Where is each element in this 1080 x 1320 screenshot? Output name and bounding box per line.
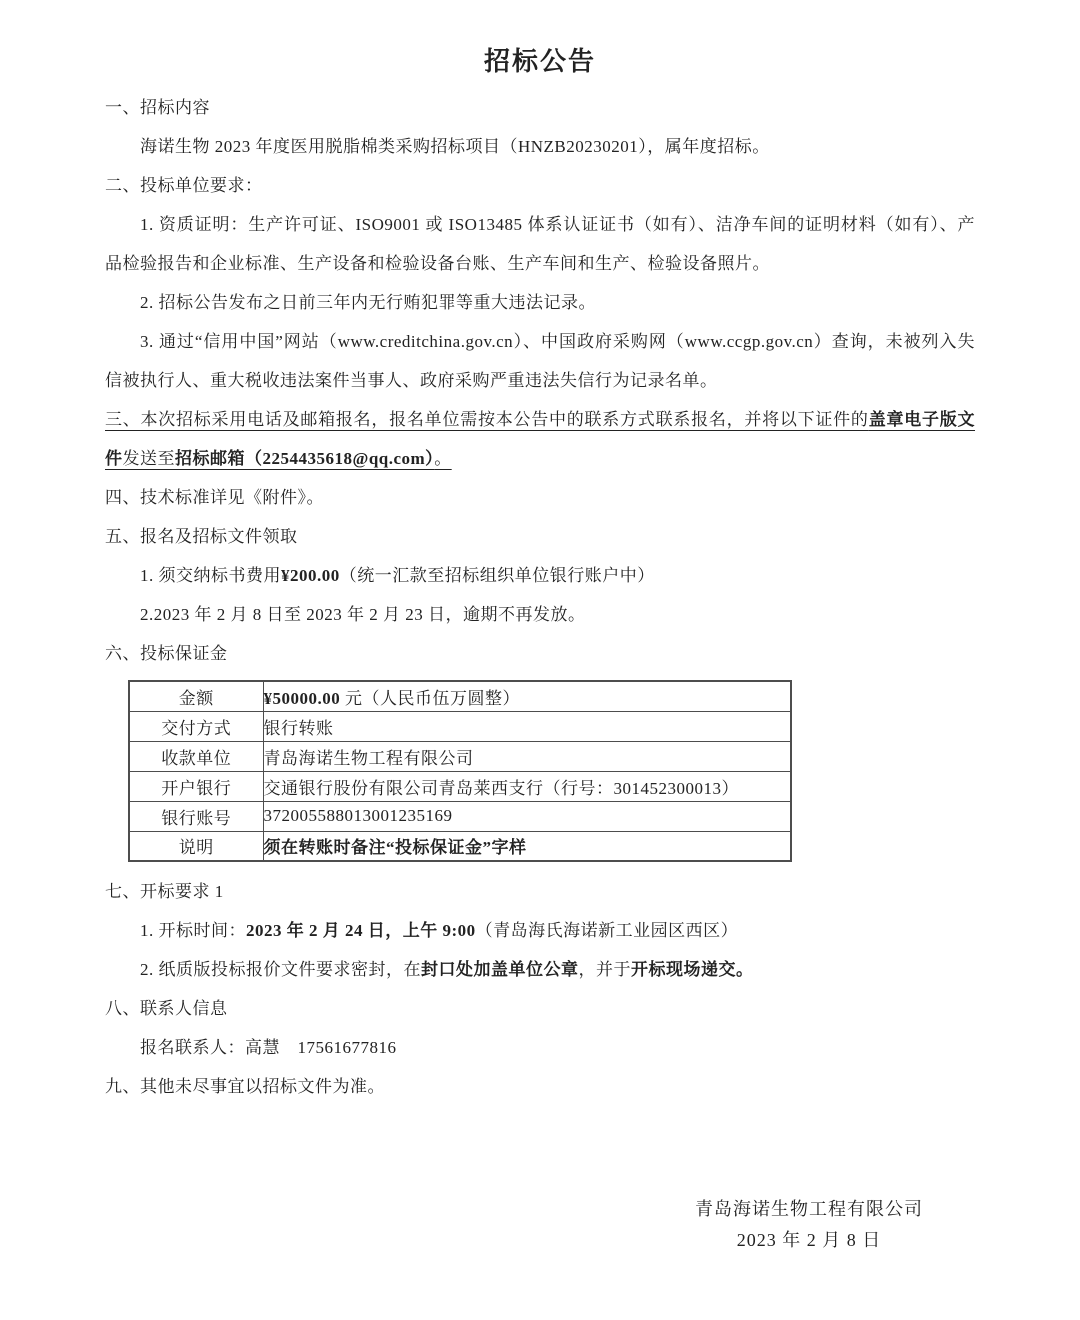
section-3-underlined-text [105, 410, 975, 468]
row-label-amount: 金额 [129, 681, 263, 711]
section-2-item-3: 3. 通过“信用中国”网站（www.creditchina.gov.cn）、中国政府采购网（www.ccgp.gov.cn）查询，未被列入失信被执行人、重大税收违法案件当事人、政府采购严重违法失信行为记录名单。 [105, 332, 975, 390]
row-value-payee: 青岛海诺生物工程有限公司 [263, 741, 791, 771]
amount-words: 元（人民币伍万圆整） [340, 688, 520, 708]
table-row-note [129, 831, 791, 861]
signature-company: 青岛海诺生物工程有限公司 [695, 1199, 923, 1219]
row-label-note: 说明 [129, 831, 263, 861]
section-7-item-2-mid: ，并于 [578, 960, 631, 979]
section-2-heading: 二、投标单位要求： [105, 176, 263, 195]
section-3-tail: 。 [434, 449, 452, 468]
row-label-account: 银行账号 [129, 801, 263, 831]
contact-person-line: 报名联系人：高慧 17561677816 [140, 1038, 397, 1057]
section-8-heading: 八、联系人信息 [105, 999, 228, 1018]
section-3-bold-sealed-copy: 盖章电子版文件 [105, 410, 976, 468]
section-4-heading: 四、技术标准详见《附件》。 [105, 488, 324, 507]
bid-opening-location: （青岛海氏海诺新工业园区西区） [475, 921, 739, 940]
section-7-item-1-pre: 1. 开标时间： [140, 921, 246, 940]
document-title: 招标公告 [483, 47, 596, 76]
section-3-mid: 发送至 [122, 449, 175, 468]
section-2-item-2: 2. 招标公告发布之日前三年内无行贿犯罪等重大违法记录。 [140, 293, 596, 312]
row-value-payment-method: 银行转账 [263, 711, 791, 741]
section-5-item-2: 2.2023 年 2 月 8 日至 2023 年 2 月 23 日，逾期不再发放。 [140, 605, 586, 624]
row-value-amount [263, 681, 791, 711]
row-value-note [263, 831, 791, 861]
row-label-payment-method: 交付方式 [129, 711, 263, 741]
section-6-heading: 六、投标保证金 [105, 644, 228, 663]
section-9-heading: 九、其他未尽事宜以招标文件为准。 [105, 1077, 385, 1096]
note-bold-text: 须在转账时备注“投标保证金”字样 [263, 838, 527, 858]
section-5-item-1-pre: 1. 须交纳标书费用 [140, 566, 281, 585]
seal-requirement: 封口处加盖单位公章 [421, 960, 579, 979]
section-3-lead: 三、本次招标采用电话及邮箱报名，报名单位需按本公告中的联系方式联系报名，并将以下证件的 [105, 410, 869, 429]
table-row-account [129, 801, 791, 831]
table-row-bank [129, 771, 791, 801]
row-value-bank: 交通银行股份有限公司青岛莱西支行（行号：301452300013） [263, 771, 791, 801]
section-1-heading: 一、招标内容 [105, 98, 210, 117]
onsite-submission: 开标现场递交。 [631, 960, 754, 979]
table-row-payee [129, 741, 791, 771]
section-5-item-1-post: （统一汇款至招标组织单位银行账户中） [339, 566, 655, 585]
section-7-heading: 七、开标要求 1 [105, 882, 224, 901]
row-label-bank: 开户银行 [129, 771, 263, 801]
row-value-account: 372005588013001235169 [263, 801, 791, 831]
table-row-amount [129, 681, 791, 711]
deposit-table [128, 680, 792, 862]
section-7-item-2 [105, 950, 975, 989]
section-5-item-1 [105, 556, 975, 595]
row-label-payee: 收款单位 [129, 741, 263, 771]
section-1-body: 海诺生物 2023 年度医用脱脂棉类采购招标项目（HNZB20230201），属年度招标。 [140, 137, 770, 156]
section-7-item-2-pre: 2. 纸质版投标报价文件要求密封，在 [140, 960, 421, 979]
section-3-heading [105, 400, 975, 478]
section-3-bold-email: 招标邮箱（2254435618@qq.com） [175, 449, 435, 468]
section-7-item-1 [105, 911, 975, 950]
table-row-payment-method [129, 711, 791, 741]
amount-number: ¥50000.00 [263, 688, 341, 708]
section-2-item-1: 1. 资质证明：生产许可证、ISO9001 或 ISO13485 体系认证证书（如有）、洁净车间的证明材料（如有）、产品检验报告和企业标准、生产设备和检验设备台账、生产车间和生产、检验设备照片。 [105, 215, 975, 273]
section-5-item-1-fee: ¥200.00 [281, 566, 340, 585]
bid-opening-time: 2023 年 2 月 24 日，上午 9:00 [246, 921, 476, 940]
signature-block [695, 1194, 923, 1256]
signature-date: 2023 年 2 月 8 日 [736, 1230, 882, 1250]
section-5-heading: 五、报名及招标文件领取 [105, 527, 298, 546]
